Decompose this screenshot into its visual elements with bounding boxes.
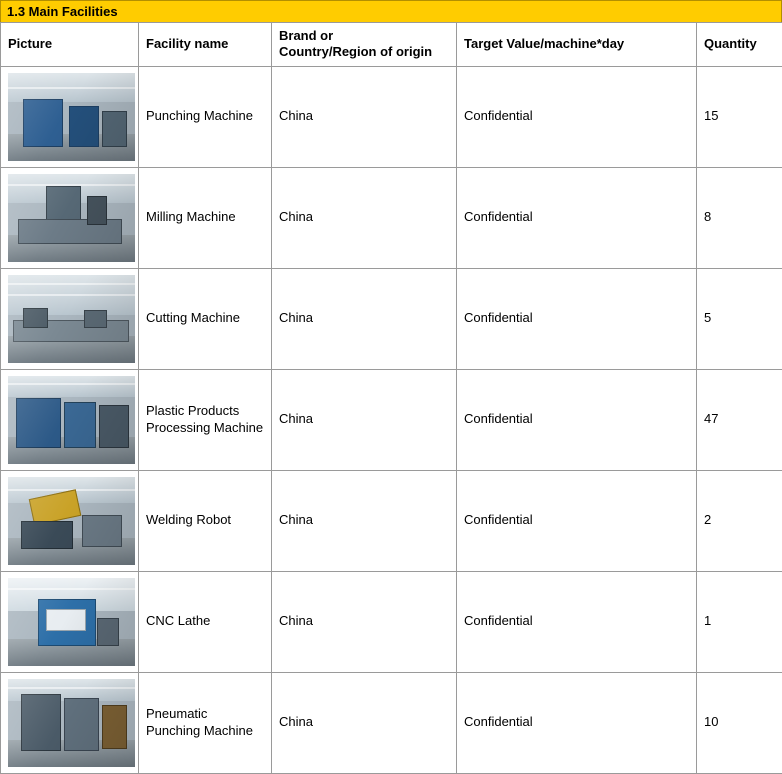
facility-target-value-cell: Confidential: [457, 470, 697, 571]
table-row: [1, 369, 782, 470]
facility-origin-cell: China: [272, 167, 457, 268]
facility-name-cell: Punching Machine: [139, 66, 272, 167]
facility-target-value-cell: Confidential: [457, 268, 697, 369]
facility-target-value-cell: Confidential: [457, 167, 697, 268]
facility-picture-cell: [1, 571, 139, 672]
facility-target-value-cell: Confidential: [457, 571, 697, 672]
table-row: [1, 268, 782, 369]
facility-name-cell: Cutting Machine: [139, 268, 272, 369]
column-header-quantity: Quantity: [697, 23, 782, 67]
column-header-picture: Picture: [1, 23, 139, 67]
table-row: [1, 571, 782, 672]
table-row: [1, 672, 782, 773]
milling-machine-photo: [8, 174, 135, 262]
column-header-target-value: Target Value/machine*day: [457, 23, 697, 67]
table-row: [1, 66, 782, 167]
facility-quantity-cell: 8: [697, 167, 782, 268]
facility-picture-cell: [1, 369, 139, 470]
column-header-brand-line1: Brand or: [279, 28, 333, 43]
facility-origin-cell: China: [272, 571, 457, 672]
page-title: 1.3 Main Facilities: [7, 4, 118, 19]
facility-target-value-cell: Confidential: [457, 66, 697, 167]
table-header-row: [1, 23, 782, 67]
welding-robot-photo: [8, 477, 135, 565]
facility-origin-cell: China: [272, 470, 457, 571]
plastic-products-processing-machine-photo: [8, 376, 135, 464]
pneumatic-punching-machine-photo: [8, 679, 135, 767]
facility-quantity-cell: 10: [697, 672, 782, 773]
facility-quantity-cell: 2: [697, 470, 782, 571]
section-header-bar: [0, 0, 782, 22]
facility-quantity-cell: 5: [697, 268, 782, 369]
punching-machine-photo: [8, 73, 135, 161]
facility-target-value-cell: Confidential: [457, 672, 697, 773]
facility-picture-cell: [1, 167, 139, 268]
table-row: [1, 167, 782, 268]
column-header-brand-origin: [272, 23, 457, 67]
facility-name-cell: Pneumatic Punching Machine: [139, 672, 272, 773]
facility-quantity-cell: 15: [697, 66, 782, 167]
facility-origin-cell: China: [272, 268, 457, 369]
table-row: [1, 470, 782, 571]
facility-picture-cell: [1, 268, 139, 369]
facility-name-cell: Welding Robot: [139, 470, 272, 571]
column-header-facility-name: Facility name: [139, 23, 272, 67]
column-header-brand-line2: Country/Region of origin: [279, 44, 432, 59]
facility-picture-cell: [1, 470, 139, 571]
facility-origin-cell: China: [272, 672, 457, 773]
facility-origin-cell: China: [272, 66, 457, 167]
facility-name-cell: Plastic Products Processing Machine: [139, 369, 272, 470]
cnc-lathe-photo: [8, 578, 135, 666]
facility-picture-cell: [1, 66, 139, 167]
facility-quantity-cell: 1: [697, 571, 782, 672]
facility-origin-cell: China: [272, 369, 457, 470]
facility-name-cell: Milling Machine: [139, 167, 272, 268]
main-facilities-table: [0, 22, 782, 774]
facility-name-cell: CNC Lathe: [139, 571, 272, 672]
facility-picture-cell: [1, 672, 139, 773]
facility-quantity-cell: 47: [697, 369, 782, 470]
facility-target-value-cell: Confidential: [457, 369, 697, 470]
cutting-machine-photo: [8, 275, 135, 363]
